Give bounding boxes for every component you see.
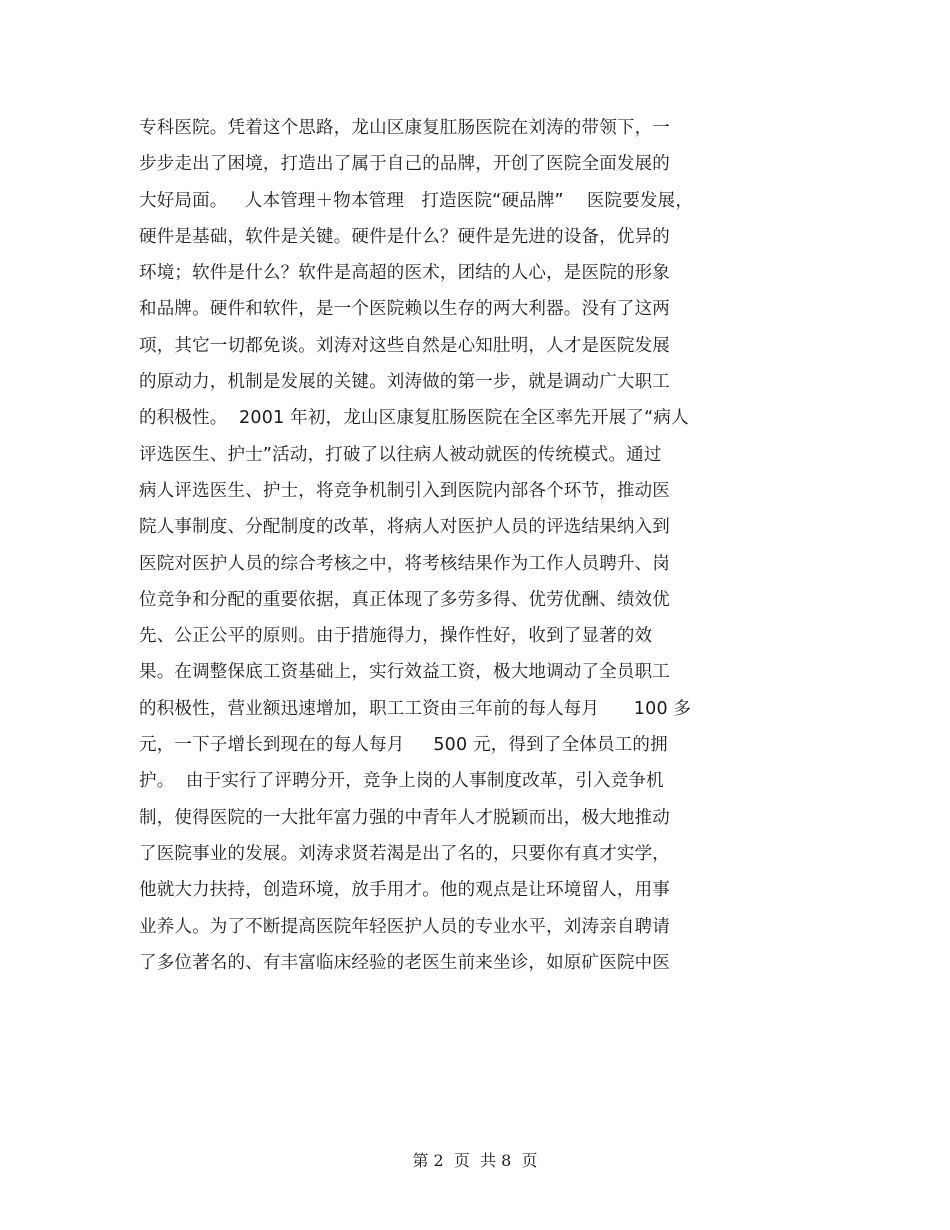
text-line: 和品牌。硬件和软件，是一个医院赖以生存的两大利器。没有了这两 <box>139 299 670 320</box>
text-line: 了医院事业的发展。刘涛求贤若渴是出了名的，只要你有真才实学， <box>139 843 670 864</box>
text-line: 位竞争和分配的重要依据，真正体现了多劳多得、优劳优酬、绩效优 <box>139 589 670 610</box>
text-line: 评选医生、护士”活动，打破了以往病人被动就医的传统模式。通过 <box>139 444 662 465</box>
page-number-footer: 第 2 页 共 8 页 <box>412 1151 538 1170</box>
text-line: 项，其它一切都免谈。刘涛对这些自然是心知肚明，人才是医院发展 <box>139 335 670 356</box>
text-line: 果。在调整保底工资基础上，实行效益工资，极大地调动了全员职工 <box>139 662 670 683</box>
body-text <box>139 110 799 981</box>
text-line: 步步走出了困境，打造出了属于自己的品牌，开创了医院全面发展的 <box>139 154 670 175</box>
text-line: 的原动力，机制是发展的关键。刘涛做的第一步，就是调动广大职工 <box>139 372 670 393</box>
text-line: 了多位著名的、有丰富临床经验的老医生前来坐诊，如原矿医院中医 <box>139 952 670 973</box>
text-line: 业养人。为了不断提高医院年轻医护人员的专业水平，刘涛亲自聘请 <box>139 916 670 937</box>
text-line: 医院对医护人员的综合考核之中，将考核结果作为工作人员聘升、岗 <box>139 553 670 574</box>
text-line: 院人事制度、分配制度的改革，将病人对医护人员的评选结果纳入到 <box>139 517 670 538</box>
text-line: 的积极性。 2001 年初，龙山区康复肛肠医院在全区率先开展了“病人 <box>139 408 689 429</box>
text-line: 的积极性，营业额迅速增加，职工工资由三年前的每人每月 100 多 <box>139 698 692 719</box>
text-line: 环境；软件是什么？软件是高超的医术，团结的人心，是医院的形象 <box>139 263 670 284</box>
text-line: 护。 由于实行了评聘分开，竞争上岗的人事制度改革，引入竞争机 <box>139 771 664 792</box>
text-line: 病人评选医生、护士，将竞争机制引入到医院内部各个环节，推动医 <box>139 480 670 501</box>
text-line: 制，使得医院的一大批年富力强的中青年人才脱颖而出，极大地推动 <box>139 807 670 828</box>
text-line: 先、公正公平的原则。由于措施得力，操作性好，收到了显著的效 <box>139 626 653 647</box>
text-line: 他就大力扶持，创造环境，放手用才。他的观点是让环境留人，用事 <box>139 880 670 901</box>
text-line: 硬件是基础，软件是关键。硬件是什么？硬件是先进的设备，优异的 <box>139 226 670 247</box>
text-line: 大好局面。 人本管理＋物本管理 打造医院“硬品牌” 医院要发展， <box>139 190 694 211</box>
text-line: 元，一下子增长到现在的每人每月 500 元，得到了全体员工的拥 <box>139 735 668 756</box>
text-line: 专科医院。凭着这个思路，龙山区康复肛肠医院在刘涛的带领下，一 <box>139 118 670 138</box>
